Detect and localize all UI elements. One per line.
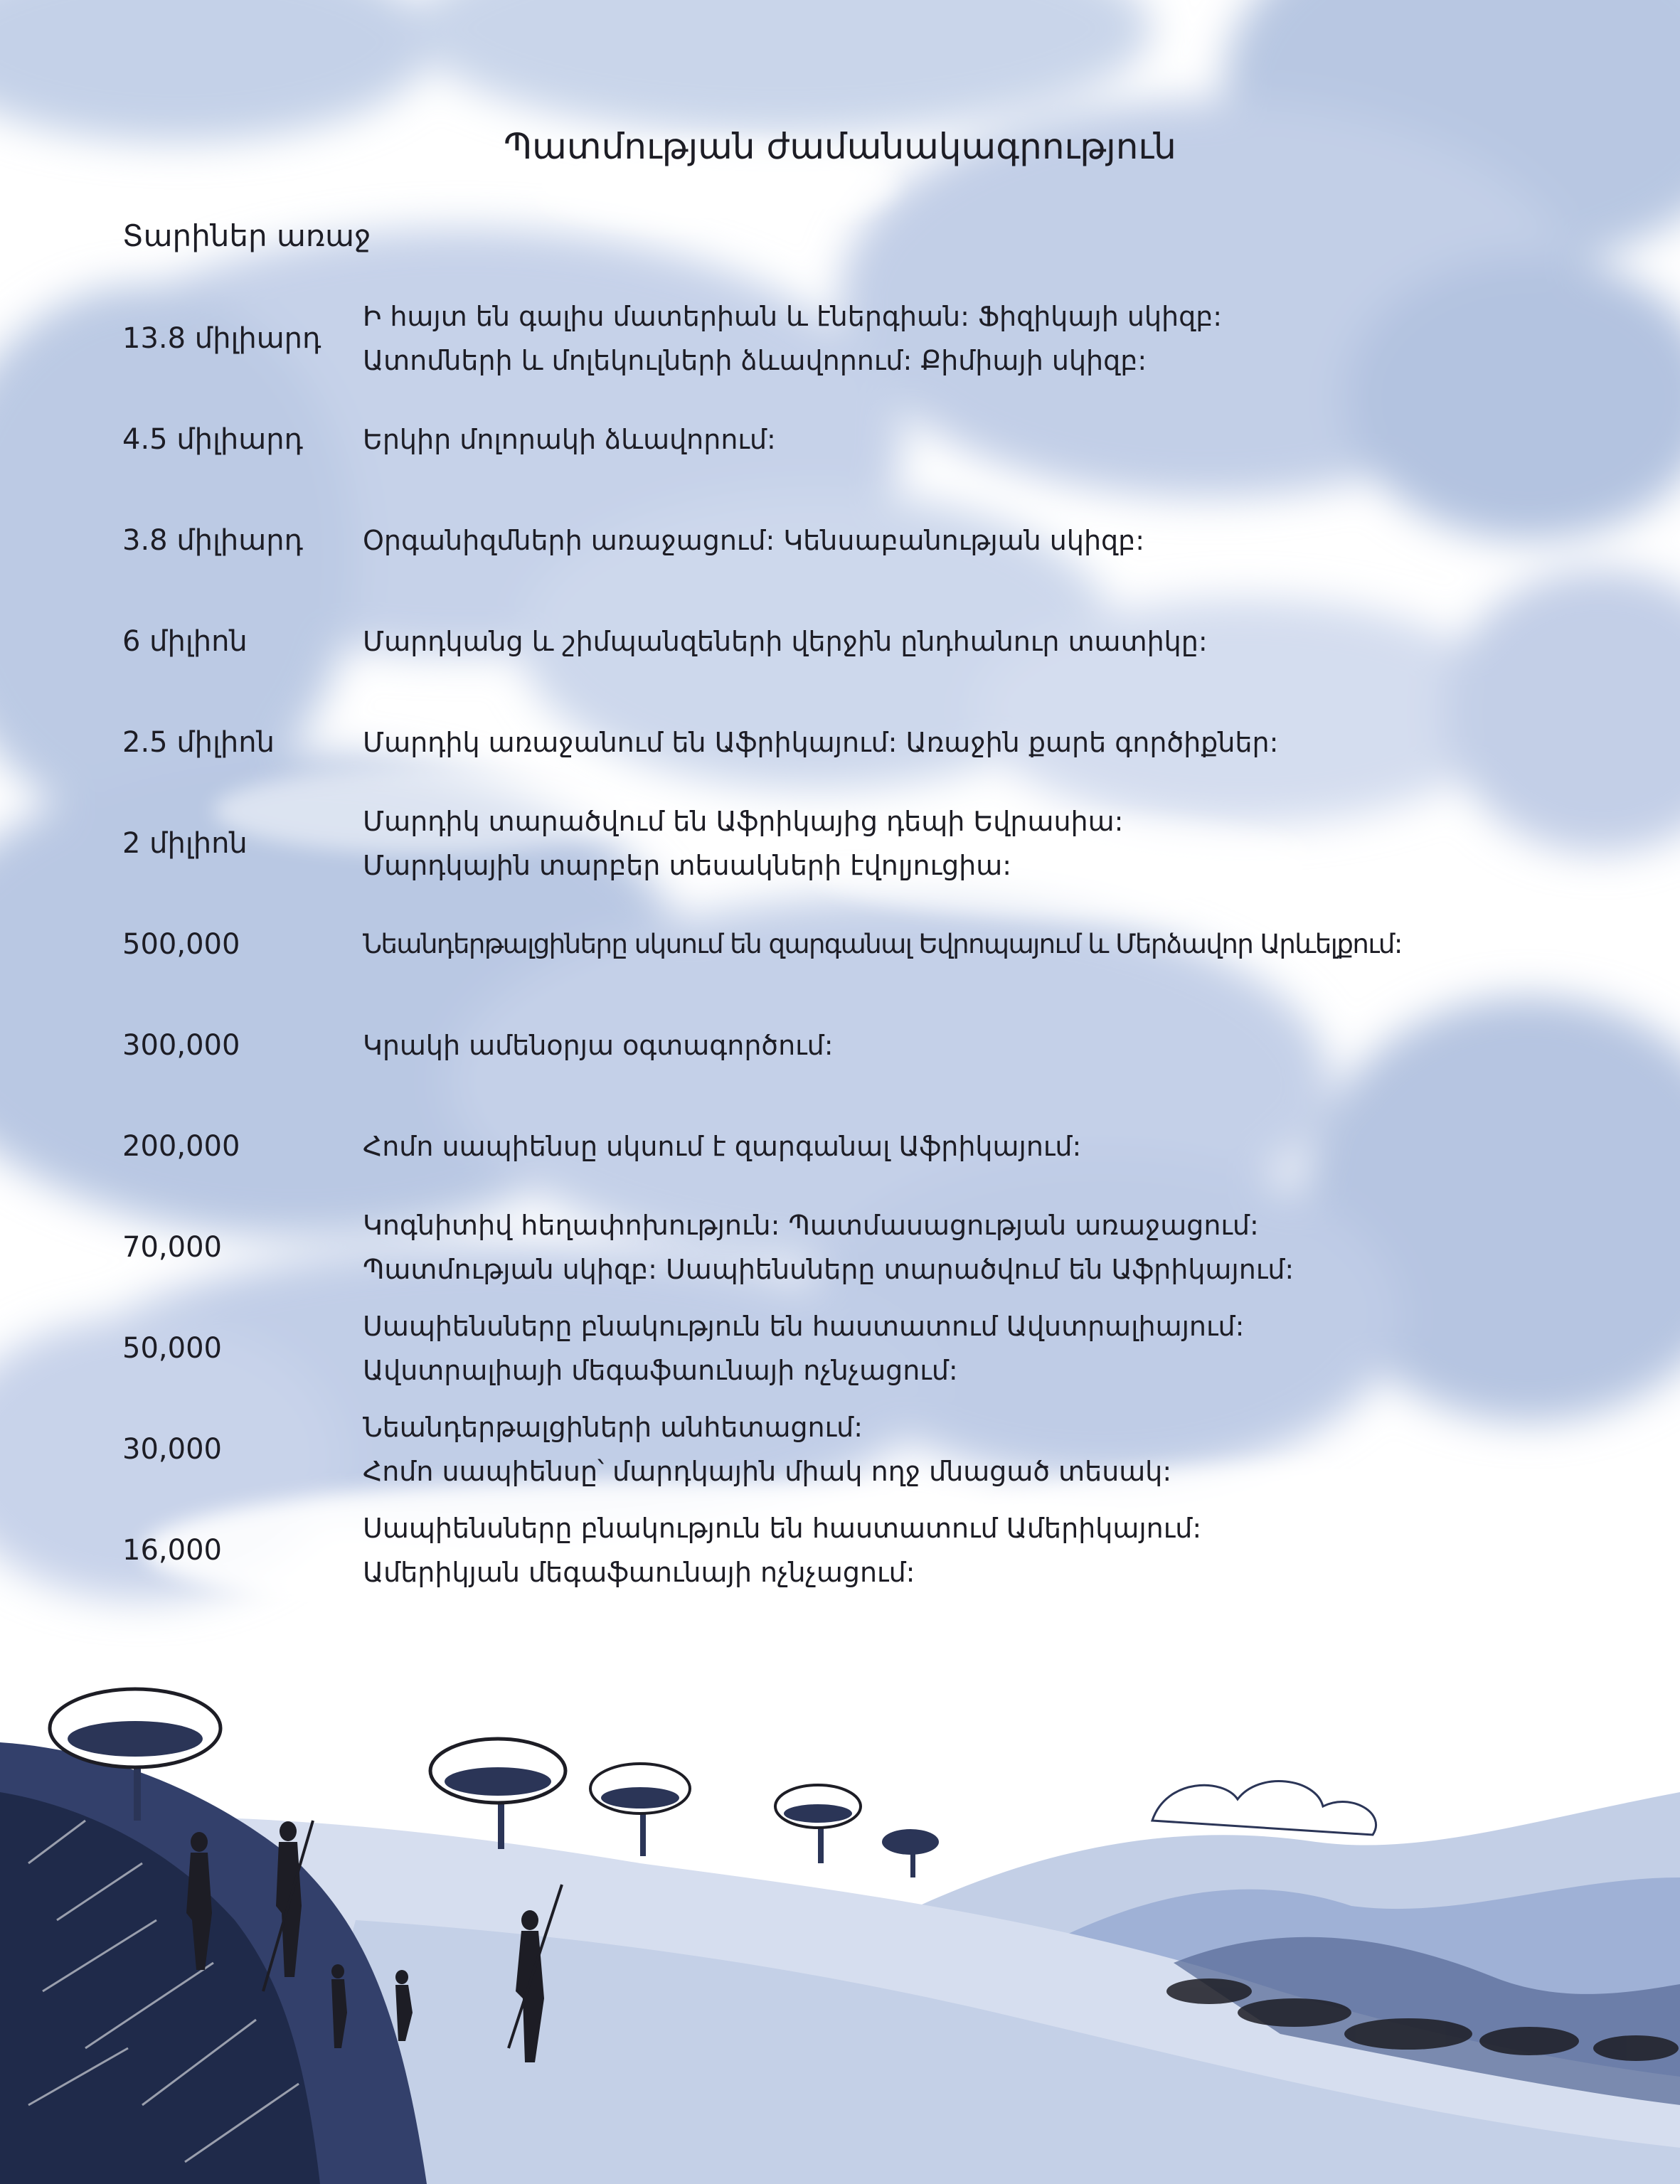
timeline-events (363, 1197, 1652, 1298)
timeline-events (363, 692, 1652, 793)
timeline-event: Մարդիկ առաջանում են Աֆրիկայում: Առաջին քարե գործիքներ: (363, 727, 1279, 758)
timeline-event: Ավստրալիայի մեգաֆաունայի ոչնչացում: (363, 1355, 958, 1386)
timeline-events (363, 490, 1652, 591)
timeline-event: Կոգնիտիվ հեղափոխություն: Պատմասացության առաջացում: (363, 1210, 1259, 1241)
timeline-year: 3.8 միլիարդ (122, 524, 304, 557)
timeline-event: Մարդկանց և շիմպանզեների վերջին ընդհանուր տատիկը: (363, 626, 1208, 657)
timeline-year: 200,000 (122, 1130, 240, 1163)
timeline-row (122, 591, 1652, 692)
timeline-row (122, 692, 1652, 793)
timeline-row (122, 894, 1652, 995)
timeline-row (122, 389, 1652, 490)
timeline-year: 13.8 միլիարդ (122, 322, 321, 355)
timeline-year: 6 միլիոն (122, 625, 248, 658)
timeline-row (122, 490, 1652, 591)
timeline-events (363, 389, 1652, 490)
timeline-events (363, 288, 1652, 389)
timeline-event: Սապիենսները բնակություն են հաստատում Ամերիկայում: (363, 1513, 1202, 1544)
timeline-year: 300,000 (122, 1029, 240, 1062)
column-header-years-ago: Տարիներ առաջ (122, 218, 371, 253)
timeline-events (363, 1298, 1652, 1399)
timeline-year: 50,000 (122, 1332, 222, 1365)
timeline-event: Մարդկային տարբեր տեսակների էվոլյուցիա: (363, 850, 1012, 881)
timeline-year: 2 միլիոն (122, 827, 248, 860)
timeline-events (363, 894, 1652, 995)
timeline-event: Նեանդերթալցիները սկսում են զարգանալ Եվրոպայում և Մերձավոր Արևելքում: (363, 929, 1402, 959)
timeline-events (363, 1500, 1652, 1601)
timeline-row (122, 1399, 1652, 1500)
timeline-event: Ի հայտ են գալիս մատերիան և էներգիան: Ֆիզիկայի սկիզբ: (363, 301, 1223, 332)
timeline-year: 500,000 (122, 928, 240, 961)
timeline-event: Հոմո սապիենսը՝ մարդկային միակ ողջ մնացած տեսակ: (363, 1456, 1172, 1487)
timeline-events (363, 591, 1652, 692)
timeline-event: Ամերիկյան մեգաֆաունայի ոչնչացում: (363, 1557, 915, 1588)
timeline-event: Սապիենսները բնակություն են հաստատում Ավստրալիայում: (363, 1311, 1245, 1342)
timeline-event: Կրակի ամենօրյա օգտագործում: (363, 1030, 834, 1061)
timeline-event: Օրգանիզմների առաջացում: Կենսաբանության սկիզբ: (363, 525, 1145, 556)
timeline-events (363, 793, 1652, 894)
timeline-events (363, 995, 1652, 1096)
timeline-event: Մարդիկ տարածվում են Աֆրիկայից դեպի Եվրասիա: (363, 806, 1124, 837)
timeline-year: 4.5 միլիարդ (122, 423, 304, 456)
timeline-row (122, 1096, 1652, 1197)
timeline-year: 30,000 (122, 1433, 222, 1466)
timeline-events (363, 1096, 1652, 1197)
timeline-year: 16,000 (122, 1534, 222, 1567)
timeline-row (122, 793, 1652, 894)
timeline-row (122, 1197, 1652, 1298)
timeline-row (122, 1500, 1652, 1601)
timeline-event: Պատմության սկիզբ: Սապիենսները տարածվում են Աֆրիկայում: (363, 1254, 1294, 1285)
timeline-row (122, 1298, 1652, 1399)
timeline-event: Երկիր մոլորակի ձևավորում: (363, 424, 776, 455)
timeline-row (122, 995, 1652, 1096)
timeline-year: 70,000 (122, 1231, 222, 1264)
timeline-events (363, 1399, 1652, 1500)
timeline-year: 2.5 միլիոն (122, 726, 275, 759)
timeline-event: Հոմո սապիենսը սկսում է զարգանալ Աֆրիկայում: (363, 1131, 1082, 1162)
page-title: Պատմության ժամանակագրություն (504, 125, 1176, 167)
timeline-event: Նեանդերթալցիների անհետացում: (363, 1412, 863, 1443)
timeline-row (122, 288, 1652, 389)
timeline-event: Ատոմների և մոլեկուլների ձևավորում: Քիմիայի սկիզբ: (363, 345, 1147, 376)
